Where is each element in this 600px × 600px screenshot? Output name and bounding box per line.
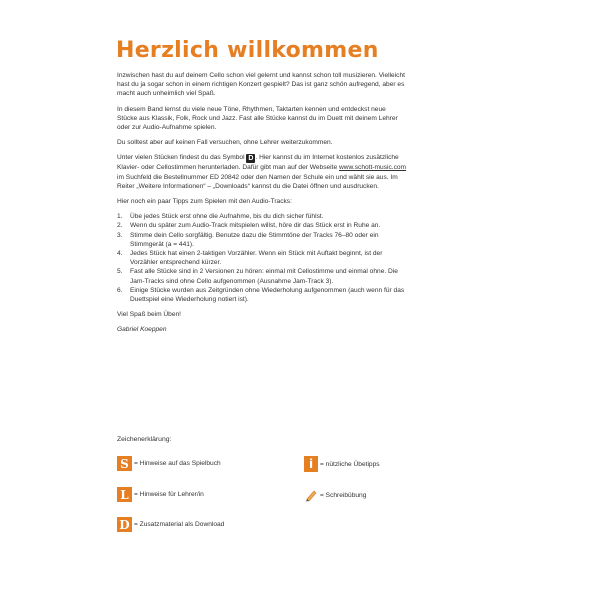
legend-label: = Schreibübung xyxy=(320,491,367,499)
body-text xyxy=(117,71,407,341)
legend-label: = Hinweise für Lehrer/in xyxy=(134,491,204,498)
closing-text: Viel Spaß beim Üben! xyxy=(117,311,182,319)
pencil-icon xyxy=(304,488,318,502)
list-item xyxy=(117,231,407,249)
download-paragraph xyxy=(117,153,407,191)
legend-item-uebetipps xyxy=(304,456,380,472)
legend-label: = Zusatzmaterial als Download xyxy=(134,521,225,528)
list-number: 4. xyxy=(117,250,123,258)
page-title: Herzlich willkommen xyxy=(116,38,379,63)
list-text: Stimme dein Cello sorgfältig. Benutze dazu die Stimmtöne der Tracks 76–80 oder ein Stimmgerät (a = 441). xyxy=(130,231,379,248)
list-item xyxy=(117,221,407,230)
legend-title: Zeichenerklärung: xyxy=(117,436,172,443)
list-text: Wenn du später zum Audio-Track mitspielen willst, höre dir das Stück erst in Ruhe an. xyxy=(130,222,381,230)
signature: Gabriel Koeppen xyxy=(117,326,167,334)
list-number: 5. xyxy=(117,268,123,276)
schott-link[interactable]: www.schott-music.com xyxy=(339,164,407,172)
legend-item-schreibuebung xyxy=(304,488,366,502)
list-item xyxy=(117,286,407,304)
list-number: 3. xyxy=(117,231,123,239)
legend-item-lehrer xyxy=(117,487,204,502)
list-item xyxy=(117,212,407,221)
list-number: 6. xyxy=(117,286,123,294)
intro-paragraph: Inzwischen hast du auf deinem Cello schon viel gelernt und kannst schon toll musizieren. Vielleicht hast du ja sogar schon in einem richtigen Konzert gespielt? Das ist ganz schön aufregend, aber es macht auch unheimlich viel Spaß. xyxy=(117,72,405,98)
tips-list xyxy=(117,212,407,304)
band-paragraph: In diesem Band lernst du viele neue Töne, Rhythmen, Taktarten kennen und entdeckst neue Stücke aus Klassik, Folk, Rock und Jazz. Fast alle Stücke kannst du im Duett mit deinem Lehrer oder zur Audio-Aufnahme spielen. xyxy=(117,105,398,132)
download-text-rest: im Suchfeld die Bestellnummer ED 20842 oder den Namen der Schule ein und wählt sie aus. Im Reiter „Weitere Informationen“ – „Downloads“ kannst du die Datei öffnen und ausdrucken. xyxy=(117,173,398,190)
legend-label: = Hinweise auf das Spielbuch xyxy=(134,460,221,467)
info-icon: i xyxy=(304,456,318,472)
legend-item-download xyxy=(117,517,224,532)
tips-intro: Hier noch ein paar Tipps zum Spielen mit den Audio-Tracks: xyxy=(117,198,292,206)
s-icon: S xyxy=(117,456,132,471)
download-text-before: Unter vielen Stücken findest du das Symbol xyxy=(117,154,245,162)
list-text: Fast alle Stücke sind in 2 Versionen zu hören: einmal mit Cellostimme und einmal ohne. Die Jam-Tracks sind ohne Cello aufgenommen (Ausnahme Jam-Track 3). xyxy=(130,268,398,285)
download-symbol-icon: D xyxy=(248,155,254,163)
l-icon: L xyxy=(117,487,132,502)
list-item xyxy=(117,267,407,285)
download-text-after: . Hier kannst du im Internet kostenlos zusätzliche Klavier- oder Cellostimmen herunterladen. Dafür gibt man auf der Webseite xyxy=(117,154,399,172)
list-number: 2. xyxy=(117,222,123,230)
d-icon: D xyxy=(117,517,132,532)
warning-paragraph: Du solltest aber auf keinen Fall versuchen, ohne Lehrer weiterzukommen. xyxy=(117,139,333,147)
list-text: Übe jedes Stück erst ohne die Aufnahme, bis du dich sicher fühlst. xyxy=(130,213,324,221)
list-number: 1. xyxy=(117,213,123,221)
legend-item-spielbuch xyxy=(117,456,221,471)
list-item xyxy=(117,249,407,267)
list-text: Jedes Stück hat einen 2-taktigen Vorzähler. Wenn ein Stück mit Auftakt beginnt, ist der Vorzähler entsprechend kürzer. xyxy=(130,250,383,267)
legend-label: = nützliche Übetipps xyxy=(320,460,380,468)
list-text: Einige Stücke wurden aus Zeitgründen ohne Wiederholung aufgenommen (auch wenn für das Duettspiel eine Wiederholung notiert ist). xyxy=(130,286,405,304)
